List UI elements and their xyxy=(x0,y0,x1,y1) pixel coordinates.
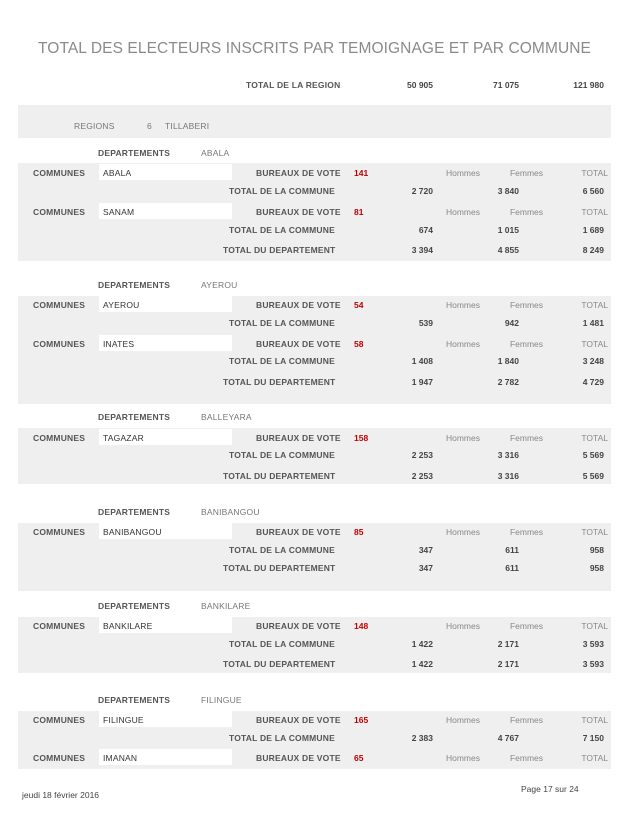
departement-name: ABALA xyxy=(201,148,230,158)
total-departement-label: TOTAL DU DEPARTEMENT xyxy=(223,377,336,387)
departement-femmes: 611 xyxy=(505,563,519,573)
region-label: REGIONS xyxy=(74,121,115,131)
total-commune-label: TOTAL DE LA COMMUNE xyxy=(229,450,335,460)
bureaux-count: 141 xyxy=(354,168,369,178)
departement-total: 4 729 xyxy=(582,377,604,387)
bureaux-label: BUREAUX DE VOTE xyxy=(256,300,341,310)
communes-label: COMMUNES xyxy=(33,715,86,725)
bureaux-count: 54 xyxy=(354,300,364,310)
hommes-header: Hommes xyxy=(445,753,480,763)
departement-name: BANIBANGOU xyxy=(201,507,260,517)
departement-total: 5 569 xyxy=(582,471,604,481)
total-commune-label: TOTAL DE LA COMMUNE xyxy=(229,318,335,328)
total-departement-label: TOTAL DU DEPARTEMENT xyxy=(223,563,336,573)
commune-name: SANAM xyxy=(103,207,135,217)
hommes-header: Hommes xyxy=(445,300,480,310)
commune-name: INATES xyxy=(103,339,135,349)
total-header: TOTAL xyxy=(581,207,608,217)
commune-femmes: 3 316 xyxy=(497,450,519,460)
region-total-hommes: 50 905 xyxy=(407,80,433,90)
bureaux-count: 148 xyxy=(354,621,369,631)
femmes-header: Femmes xyxy=(509,621,543,631)
communes-label: COMMUNES xyxy=(33,753,86,763)
commune-name: FILINGUE xyxy=(103,715,144,725)
hommes-header: Hommes xyxy=(445,433,480,443)
region-name: TILLABERI xyxy=(165,121,210,131)
commune-name: BANKILARE xyxy=(103,621,153,631)
bureaux-count: 81 xyxy=(354,207,364,217)
femmes-header: Femmes xyxy=(509,168,543,178)
commune-name: TAGAZAR xyxy=(103,433,144,443)
bureaux-count: 58 xyxy=(354,339,364,349)
total-departement-label: TOTAL DU DEPARTEMENT xyxy=(223,659,336,669)
departement-hommes: 3 394 xyxy=(411,245,433,255)
commune-name: ABALA xyxy=(103,168,132,178)
commune-hommes: 1 422 xyxy=(411,639,433,649)
total-header: TOTAL xyxy=(581,527,608,537)
departement-total: 958 xyxy=(589,563,604,573)
region-total-femmes: 71 075 xyxy=(493,80,519,90)
bureaux-count: 85 xyxy=(354,527,364,537)
commune-femmes: 1 015 xyxy=(497,225,519,235)
communes-label: COMMUNES xyxy=(33,300,86,310)
total-header: TOTAL xyxy=(581,339,608,349)
communes-label: COMMUNES xyxy=(33,527,86,537)
commune-hommes: 539 xyxy=(418,318,433,328)
hommes-header: Hommes xyxy=(445,715,480,725)
total-header: TOTAL xyxy=(581,300,608,310)
commune-name: AYEROU xyxy=(103,300,140,310)
commune-total: 958 xyxy=(589,545,604,555)
footer-page-number: Page 17 sur 24 xyxy=(521,784,579,794)
communes-label: COMMUNES xyxy=(33,621,86,631)
total-commune-label: TOTAL DE LA COMMUNE xyxy=(229,639,335,649)
departement-total: 8 249 xyxy=(582,245,604,255)
total-commune-label: TOTAL DE LA COMMUNE xyxy=(229,225,335,235)
region-total-label: TOTAL DE LA REGION xyxy=(246,80,341,90)
commune-total: 7 150 xyxy=(582,733,604,743)
page-title: TOTAL DES ELECTEURS INSCRITS PAR TEMOIGNAGE ET PAR COMMUNE xyxy=(38,40,591,57)
commune-femmes: 611 xyxy=(505,545,519,555)
total-header: TOTAL xyxy=(581,753,608,763)
femmes-header: Femmes xyxy=(509,207,543,217)
commune-name: BANIBANGOU xyxy=(103,527,162,537)
total-departement-label: TOTAL DU DEPARTEMENT xyxy=(223,471,336,481)
commune-hommes: 347 xyxy=(418,545,433,555)
departement-name: BANKILARE xyxy=(201,601,251,611)
departement-label: DEPARTEMENTS xyxy=(98,601,171,611)
departement-total: 3 593 xyxy=(582,659,604,669)
commune-name: IMANAN xyxy=(103,753,138,763)
bureaux-count: 165 xyxy=(354,715,369,725)
departement-femmes: 2 782 xyxy=(497,377,519,387)
bureaux-count: 65 xyxy=(354,753,364,763)
departement-hommes: 1 422 xyxy=(411,659,433,669)
region-code: 6 xyxy=(147,121,152,131)
commune-femmes: 1 840 xyxy=(497,356,519,366)
departement-name: AYEROU xyxy=(201,280,238,290)
departement-label: DEPARTEMENTS xyxy=(98,148,171,158)
commune-total: 3 593 xyxy=(582,639,604,649)
departement-label: DEPARTEMENTS xyxy=(98,507,171,517)
commune-femmes: 3 840 xyxy=(497,186,519,196)
bureaux-label: BUREAUX DE VOTE xyxy=(256,339,341,349)
departement-femmes: 2 171 xyxy=(497,659,519,669)
communes-label: COMMUNES xyxy=(33,433,86,443)
region-total-total: 121 980 xyxy=(573,80,604,90)
departement-label: DEPARTEMENTS xyxy=(98,280,171,290)
total-commune-label: TOTAL DE LA COMMUNE xyxy=(229,356,335,366)
bureaux-label: BUREAUX DE VOTE xyxy=(256,621,341,631)
commune-total: 5 569 xyxy=(582,450,604,460)
total-header: TOTAL xyxy=(581,621,608,631)
communes-label: COMMUNES xyxy=(33,339,86,349)
total-header: TOTAL xyxy=(581,168,608,178)
bureaux-label: BUREAUX DE VOTE xyxy=(256,168,341,178)
bureaux-label: BUREAUX DE VOTE xyxy=(256,433,341,443)
femmes-header: Femmes xyxy=(509,339,543,349)
bureaux-label: BUREAUX DE VOTE xyxy=(256,753,341,763)
commune-total: 1 689 xyxy=(582,225,604,235)
commune-hommes: 2 253 xyxy=(411,450,433,460)
footer-date: jeudi 18 février 2016 xyxy=(22,790,100,800)
commune-hommes: 2 720 xyxy=(411,186,433,196)
bureaux-count: 158 xyxy=(354,433,369,443)
departement-hommes: 2 253 xyxy=(411,471,433,481)
commune-hommes: 2 383 xyxy=(411,733,433,743)
departement-femmes: 3 316 xyxy=(497,471,519,481)
commune-femmes: 2 171 xyxy=(497,639,519,649)
total-commune-label: TOTAL DE LA COMMUNE xyxy=(229,186,335,196)
femmes-header: Femmes xyxy=(509,715,543,725)
departement-hommes: 1 947 xyxy=(411,377,433,387)
bureaux-label: BUREAUX DE VOTE xyxy=(256,207,341,217)
total-commune-label: TOTAL DE LA COMMUNE xyxy=(229,733,335,743)
total-header: TOTAL xyxy=(581,715,608,725)
total-header: TOTAL xyxy=(581,433,608,443)
total-departement-label: TOTAL DU DEPARTEMENT xyxy=(223,245,336,255)
femmes-header: Femmes xyxy=(509,433,543,443)
communes-label: COMMUNES xyxy=(33,168,86,178)
bureaux-label: BUREAUX DE VOTE xyxy=(256,715,341,725)
commune-femmes: 4 767 xyxy=(497,733,519,743)
departement-name: BALLEYARA xyxy=(201,412,252,422)
commune-total: 3 248 xyxy=(582,356,604,366)
hommes-header: Hommes xyxy=(445,168,480,178)
communes-label: COMMUNES xyxy=(33,207,86,217)
hommes-header: Hommes xyxy=(445,207,480,217)
femmes-header: Femmes xyxy=(509,527,543,537)
departement-name: FILINGUE xyxy=(201,695,242,705)
hommes-header: Hommes xyxy=(445,527,480,537)
hommes-header: Hommes xyxy=(445,339,480,349)
total-commune-label: TOTAL DE LA COMMUNE xyxy=(229,545,335,555)
departement-label: DEPARTEMENTS xyxy=(98,695,171,705)
commune-total: 6 560 xyxy=(582,186,604,196)
commune-total: 1 481 xyxy=(582,318,604,328)
commune-femmes: 942 xyxy=(504,318,519,328)
bureaux-label: BUREAUX DE VOTE xyxy=(256,527,341,537)
commune-hommes: 1 408 xyxy=(411,356,433,366)
femmes-header: Femmes xyxy=(509,300,543,310)
femmes-header: Femmes xyxy=(509,753,543,763)
commune-hommes: 674 xyxy=(418,225,433,235)
hommes-header: Hommes xyxy=(445,621,480,631)
departement-label: DEPARTEMENTS xyxy=(98,412,171,422)
departement-hommes: 347 xyxy=(418,563,433,573)
departement-femmes: 4 855 xyxy=(497,245,519,255)
